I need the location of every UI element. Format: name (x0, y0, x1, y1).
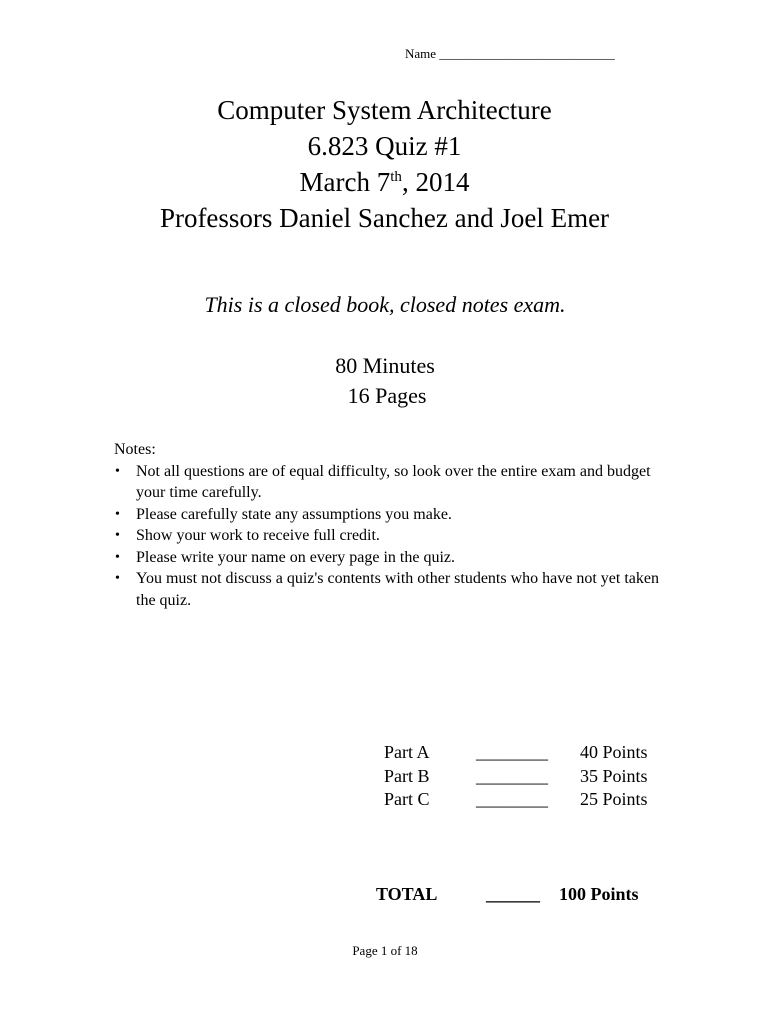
part-label: Part B (384, 765, 430, 786)
name-field-label: Name ___________________________ (405, 46, 615, 61)
note-text: Please carefully state any assumptions you make. (136, 505, 452, 523)
bullet-icon: • (115, 506, 120, 522)
note-item (114, 568, 674, 611)
date-prefix: March 7 (299, 167, 391, 197)
max-points: 40 Points (580, 742, 648, 762)
minutes-label: 80 Minutes (335, 353, 435, 378)
date-superscript: th (390, 169, 402, 185)
note-item (114, 525, 674, 547)
exam-date (0, 164, 770, 200)
note-text: Not all questions are of equal difficulty, so look over the entire exam and budget your time carefully. (136, 462, 651, 501)
score-blank: ________ (476, 789, 548, 809)
bullet-icon: • (115, 528, 120, 543)
score-row-part-b (384, 765, 664, 789)
exam-title-block (0, 92, 770, 236)
total-blank: ______ (486, 884, 540, 904)
pages-label: 16 Pages (347, 383, 427, 408)
notes-section (114, 439, 674, 611)
score-row-part-a (384, 741, 664, 765)
bullet-icon: • (115, 571, 120, 586)
score-row-part-c (384, 788, 664, 812)
max-points: 35 Points (580, 765, 648, 786)
note-item (114, 504, 674, 526)
note-text: Show your work to receive full credit. (136, 527, 380, 544)
date-suffix: , 2014 (401, 167, 470, 197)
exam-duration (0, 351, 770, 411)
score-blank: ________ (476, 765, 548, 786)
note-text: Please write your name on every page in the quiz. (136, 548, 455, 566)
quiz-title: 6.823 Quiz #1 (307, 131, 462, 161)
score-blank: ________ (476, 742, 548, 762)
total-label: TOTAL (376, 884, 438, 904)
exam-type-notice: This is a closed book, closed notes exam. (204, 292, 566, 317)
note-text: You must not discuss a quiz's contents with other students who have not yet taken the quiz. (136, 570, 659, 609)
score-table (384, 741, 664, 812)
note-item (114, 461, 674, 504)
page-number: Page 1 of 18 (352, 943, 418, 958)
course-title: Computer System Architecture (217, 95, 552, 125)
bullet-icon: • (115, 549, 120, 565)
note-item (114, 547, 674, 569)
max-points: 25 Points (580, 789, 648, 809)
total-points: 100 Points (559, 884, 639, 904)
bullet-icon: • (115, 463, 120, 479)
part-label: Part C (384, 789, 430, 809)
notes-list (114, 461, 674, 612)
professors: Professors Daniel Sanchez and Joel Emer (159, 203, 610, 233)
part-label: Part A (384, 742, 430, 762)
notes-heading: Notes: (114, 441, 156, 458)
